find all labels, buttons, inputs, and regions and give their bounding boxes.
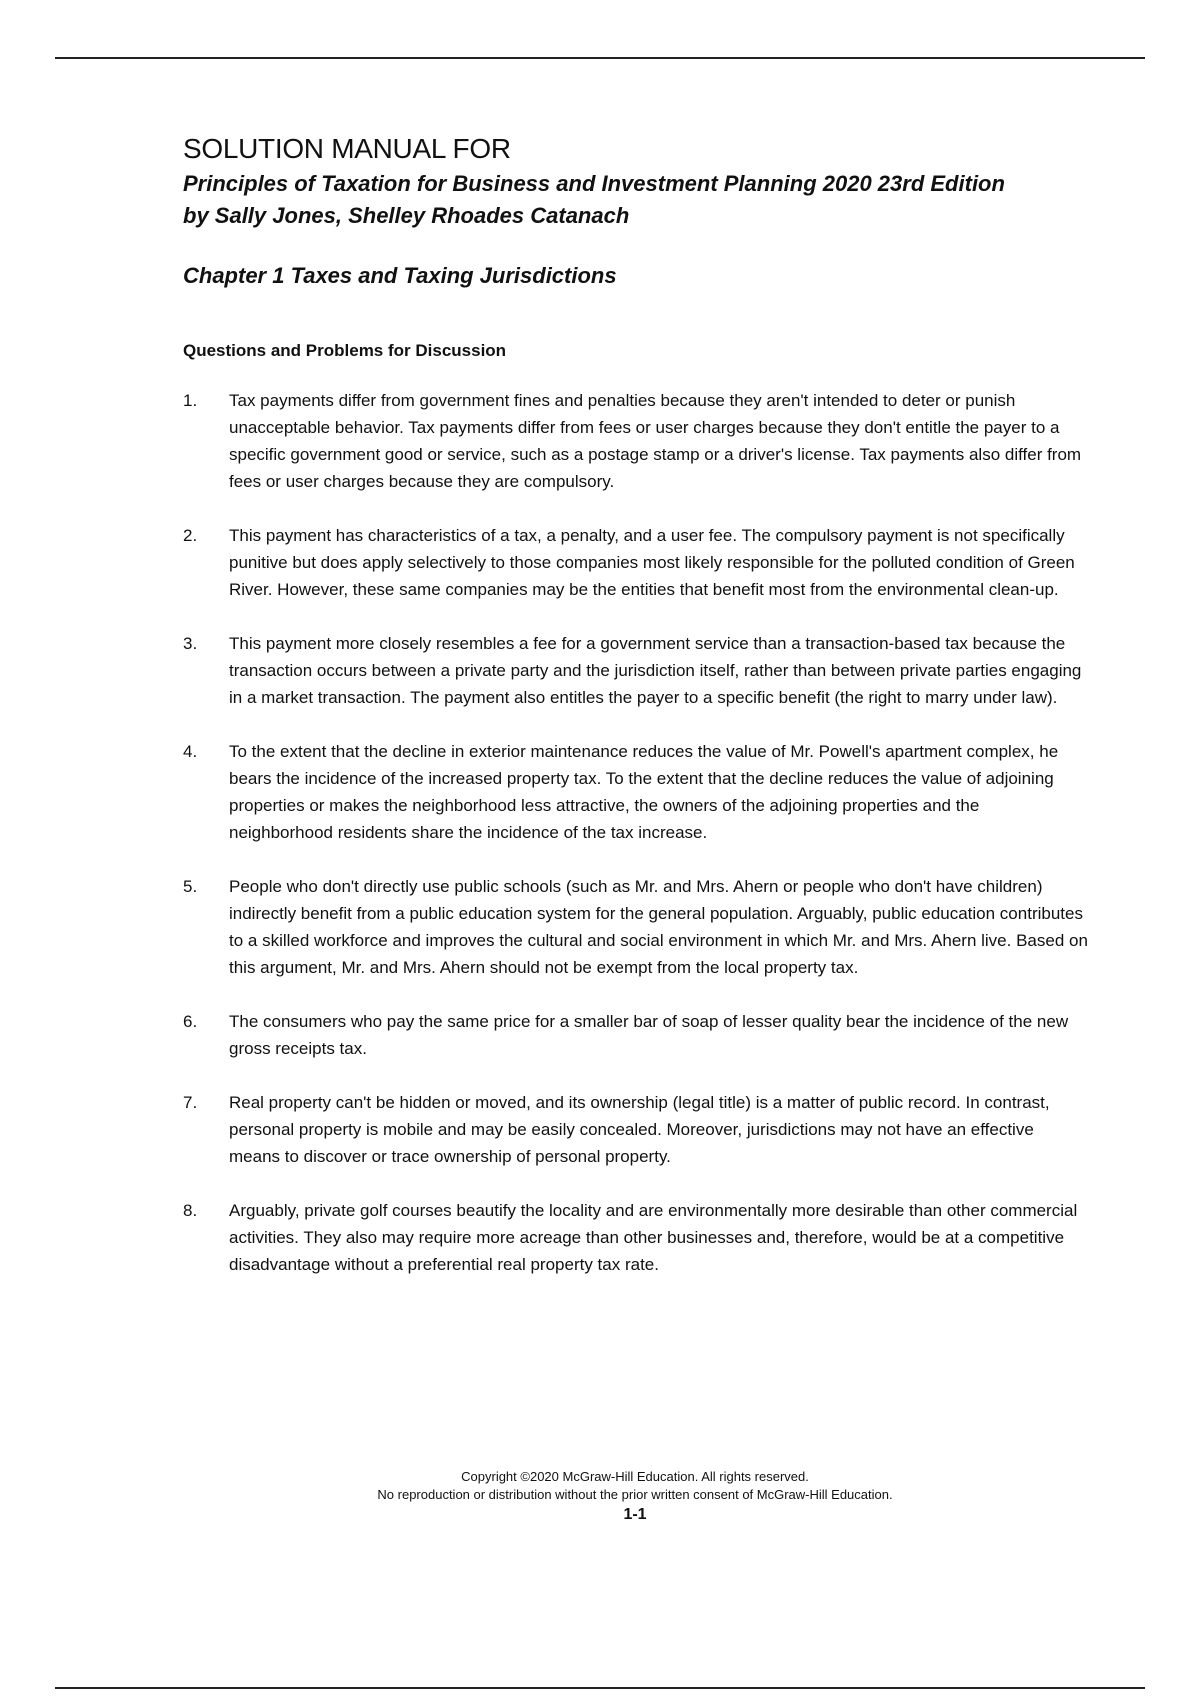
- section-heading: Questions and Problems for Discussion: [183, 341, 507, 360]
- question-item: [183, 630, 1088, 711]
- book-authors-line: by Sally Jones, Shelley Rhoades Catanach: [183, 203, 630, 228]
- question-item: [183, 1197, 1088, 1278]
- page-content: [183, 132, 1088, 1305]
- question-number: 2.: [183, 526, 198, 545]
- question-number: 6.: [183, 1012, 198, 1031]
- question-answer-text: To the extent that the decline in exterior maintenance reduces the value of Mr. Powell's apartment complex, he bears the incidence of the increased property tax. To the extent that the decline reduces the value of adjoining properties or makes the neighborhood less attractive, the owners of the adjoining properties and the neighborhood residents share the incidence of the tax increase.: [229, 742, 1059, 842]
- question-number: 1.: [183, 391, 198, 410]
- question-item: [183, 873, 1088, 981]
- question-answer-text: Arguably, private golf courses beautify the locality and are environmentally more desirable than other commercial activities. They also may require more acreage than other businesses and, therefore, would be at a competitive disadvantage without a preferential real property tax rate.: [229, 1201, 1078, 1274]
- page-footer: [0, 1468, 1200, 1526]
- question-answer-text: Real property can't be hidden or moved, and its ownership (legal title) is a matter of public record. In contrast, personal property is mobile and may be easily concealed. Moreover, jurisdictions may not have an effective means to discover or trace ownership of personal property.: [229, 1093, 1050, 1166]
- bottom-rule: [55, 1687, 1145, 1689]
- question-list: [183, 387, 1088, 1278]
- question-answer-text: The consumers who pay the same price for a smaller bar of soap of lesser quality bear the incidence of the new gross receipts tax.: [229, 1012, 1069, 1058]
- copyright-line: Copyright ©2020 McGraw-Hill Education. All rights reserved.: [461, 1469, 809, 1484]
- question-answer-text: This payment has characteristics of a tax, a penalty, and a user fee. The compulsory payment is not specifically punitive but does apply selectively to those companies most likely responsible for the polluted condition of Green River. However, these same companies may be the entities that benefit most from the environmental clean-up.: [229, 526, 1075, 599]
- question-number: 4.: [183, 742, 198, 761]
- book-title-line: Principles of Taxation for Business and Investment Planning 2020 23rd Edition: [183, 171, 1005, 196]
- reproduction-notice: No reproduction or distribution without the prior written consent of McGraw-Hill Education.: [377, 1487, 893, 1502]
- chapter-title: Chapter 1 Taxes and Taxing Jurisdictions: [183, 263, 617, 288]
- page-number: 1-1: [623, 1506, 647, 1523]
- question-answer-text: Tax payments differ from government fines and penalties because they aren't intended to deter or punish unacceptable behavior. Tax payments differ from fees or user charges because they don't entitle the payer to a specific government good or service, such as a postage stamp or a driver's license. Tax payments also differ from fees or user charges because they are compulsory.: [229, 391, 1082, 491]
- question-number: 7.: [183, 1093, 198, 1112]
- question-answer-text: People who don't directly use public schools (such as Mr. and Mrs. Ahern or people who don't have children) indirectly benefit from a public education system for the general population. Arguably, public education contributes to a skilled workforce and improves the cultural and social environment in which Mr. and Mrs. Ahern live. Based on this argument, Mr. and Mrs. Ahern should not be exempt from the local property tax.: [229, 877, 1088, 977]
- top-rule: [55, 57, 1145, 59]
- question-number: 5.: [183, 877, 198, 896]
- question-number: 8.: [183, 1201, 198, 1220]
- question-number: 3.: [183, 634, 198, 653]
- question-item: [183, 387, 1088, 495]
- question-item: [183, 738, 1088, 846]
- question-answer-text: This payment more closely resembles a fee for a government service than a transaction-based tax because the transaction occurs between a private party and the jurisdiction itself, rather than between private parties engaging in a market transaction. The payment also entitles the payer to a specific benefit (the right to marry under law).: [229, 634, 1082, 707]
- question-item: [183, 1008, 1088, 1062]
- book-title: [183, 168, 1088, 232]
- question-item: [183, 1089, 1088, 1170]
- question-item: [183, 522, 1088, 603]
- document-title: SOLUTION MANUAL FOR: [183, 133, 511, 164]
